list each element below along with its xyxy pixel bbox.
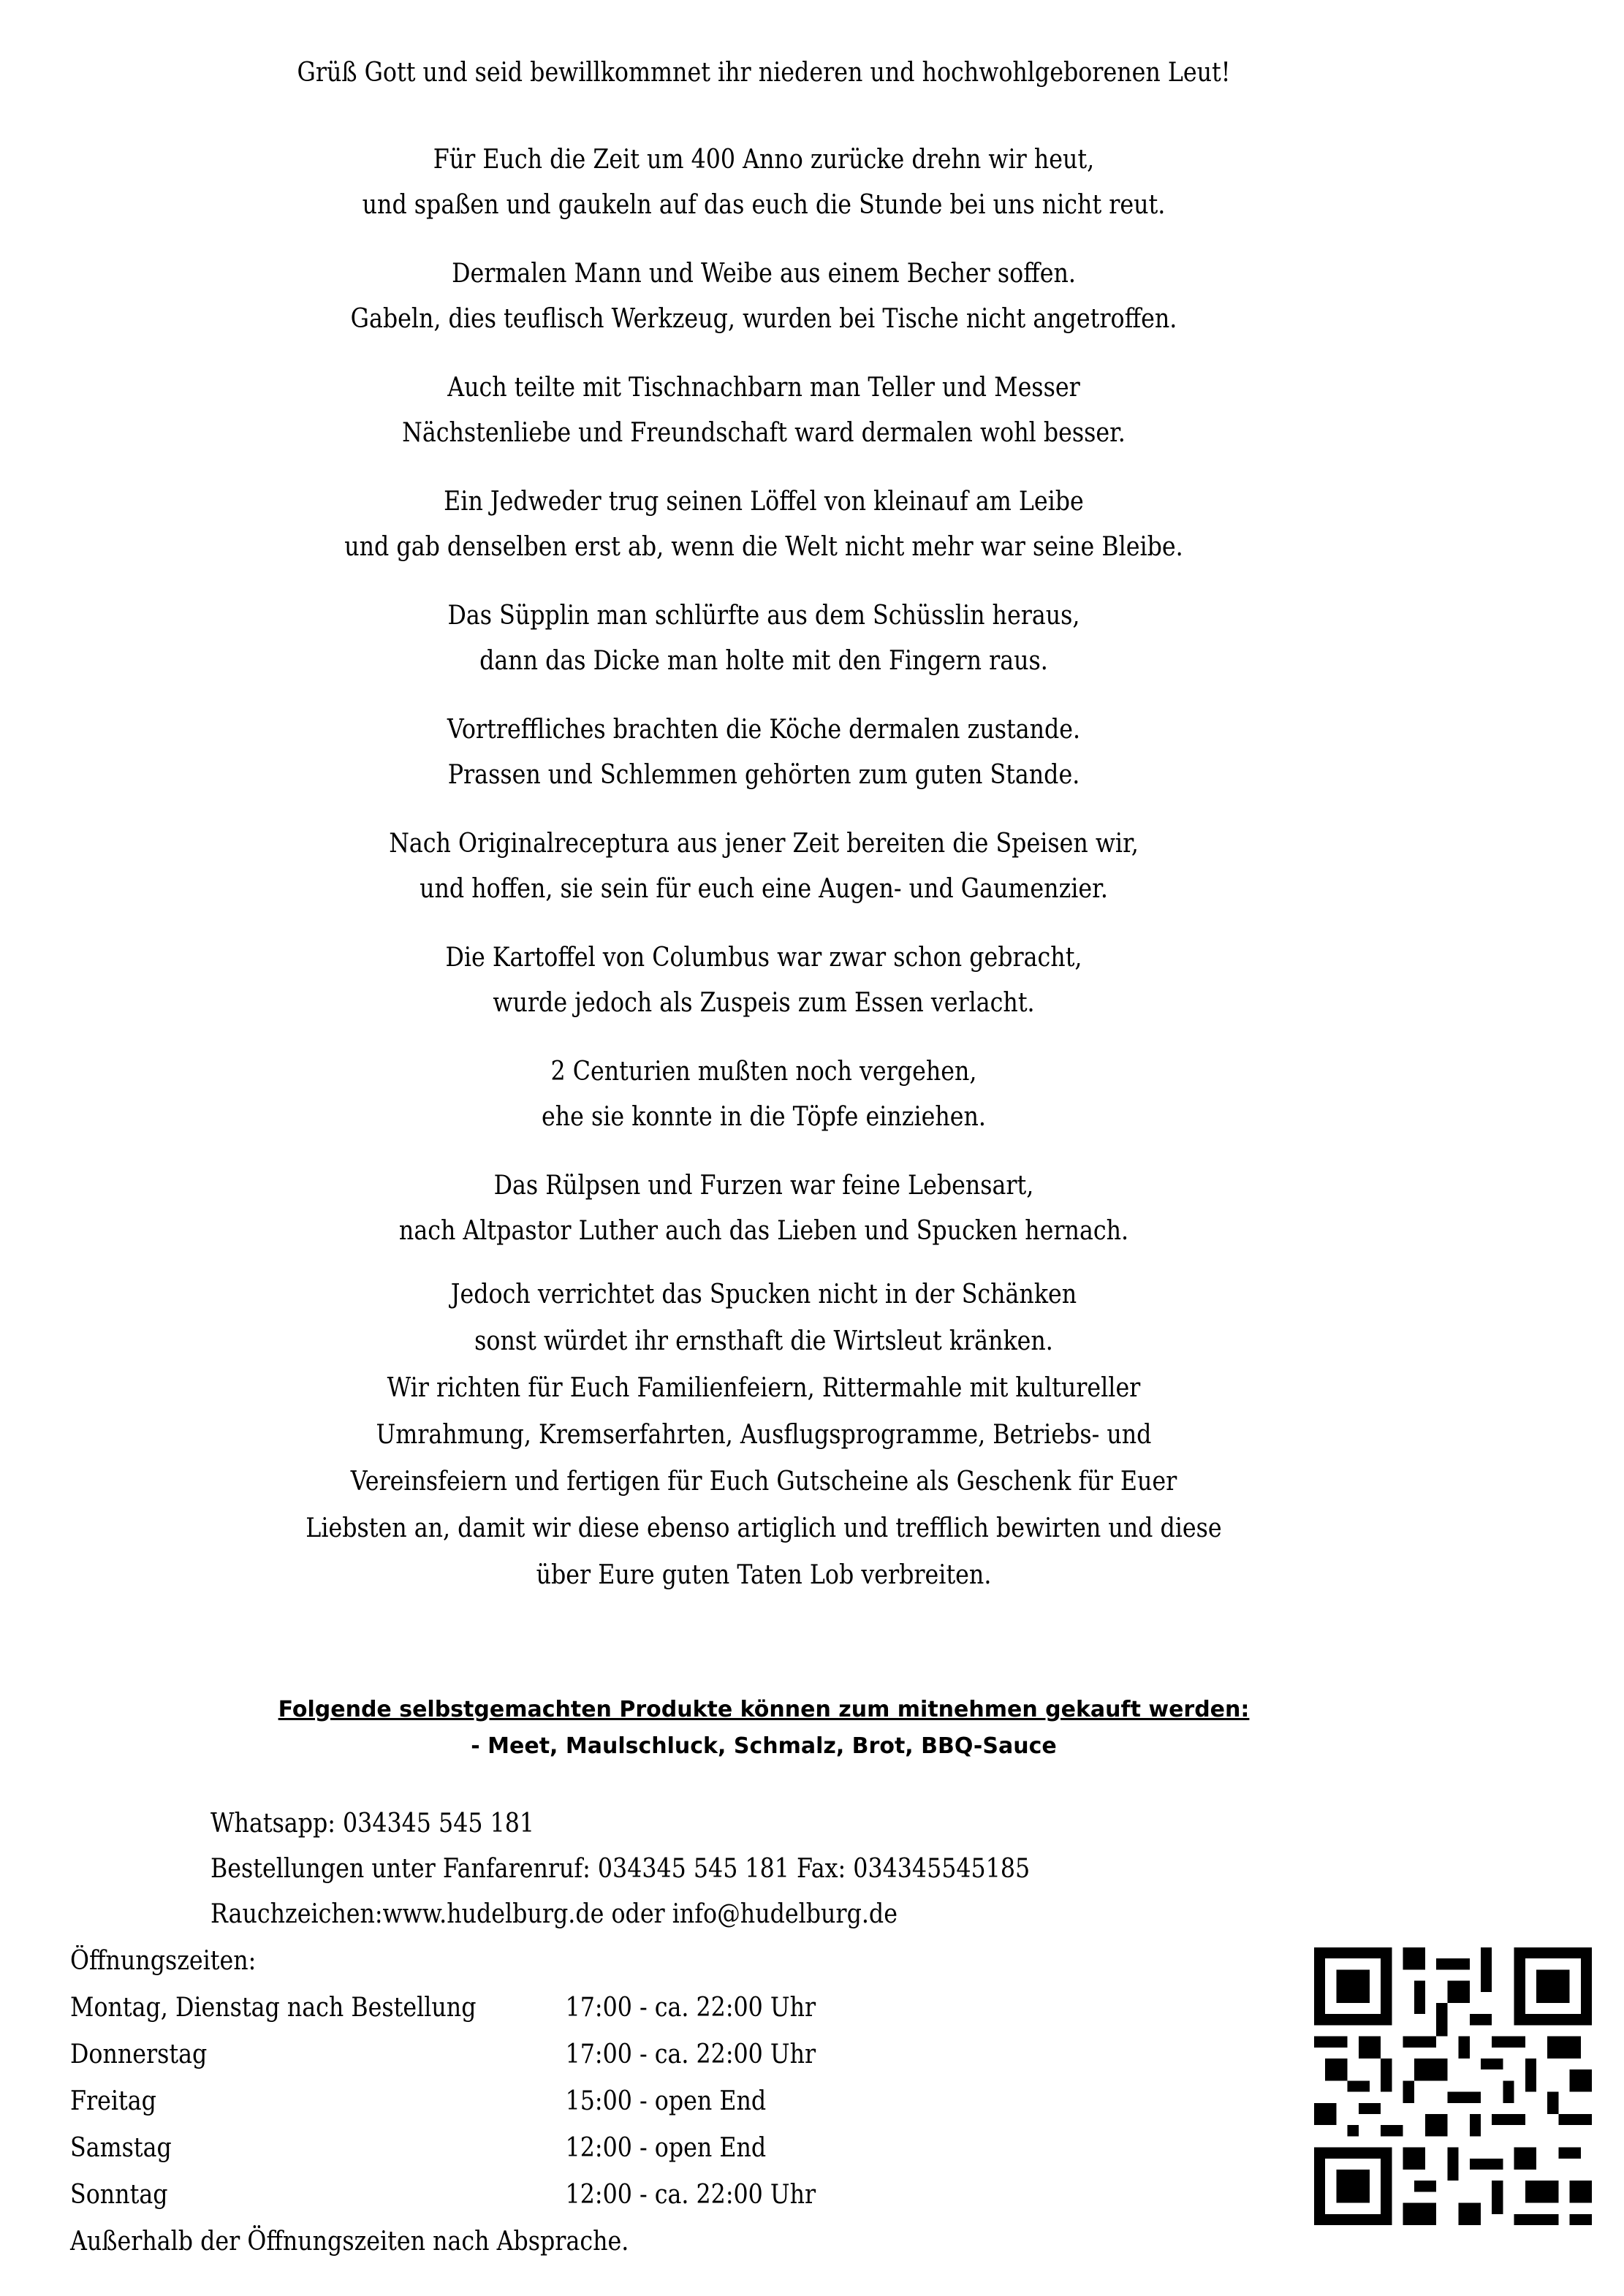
poem-line: Das Süpplin man schlürfte aus dem Schüsslin heraus, — [447, 601, 1080, 631]
hours-row — [70, 2172, 816, 2219]
stanza — [91, 251, 1435, 342]
hours-time: 15:00 - open End — [565, 2086, 767, 2116]
stanza — [91, 1049, 1435, 1140]
hours-day: Samstag — [70, 2133, 172, 2163]
poem-line: dann das Dicke man holte mit den Fingern raus. — [479, 646, 1048, 676]
web-line: Rauchzeichen:www.hudelburg.de oder info@hudelburg.de — [210, 1899, 898, 1929]
poem — [0, 137, 1528, 1599]
products-heading: Folgende selbstgemachten Produkte können zum mitnehmen gekauft werden: — [278, 1697, 1250, 1722]
hours-row — [70, 1985, 816, 2031]
products-list: - Meet, Maulschluck, Schmalz, Brot, BBQ-Sauce — [471, 1733, 1057, 1759]
hours-time: 12:00 - open End — [565, 2133, 767, 2163]
qr-code-icon[interactable] — [1314, 1947, 1592, 2225]
hours-row — [70, 2078, 816, 2125]
closing-line: Vereinsfeiern und fertigen für Euch Gutscheine als Geschenk für Euer — [350, 1467, 1177, 1497]
hours-time: 12:00 - ca. 22:00 Uhr — [565, 2180, 816, 2210]
poem-line: und hoffen, sie sein für euch eine Augen- und Gaumenzier. — [420, 874, 1108, 904]
poem-line: und gab denselben erst ab, wenn die Welt nicht mehr war seine Bleibe. — [344, 532, 1183, 562]
poem-line: nach Altpastor Luther auch das Lieben und Spucken hernach. — [398, 1216, 1129, 1246]
hours-time: 17:00 - ca. 22:00 Uhr — [565, 2040, 816, 2069]
closing-line: Jedoch verrichtet das Spucken nicht in der Schänken — [450, 1280, 1077, 1309]
closing-line: Umrahmung, Kremserfahrten, Ausflugsprogramme, Betriebs- und — [376, 1420, 1152, 1450]
hours-note: Außerhalb der Öffnungszeiten nach Absprache. — [70, 2227, 629, 2257]
poem-line: und spaßen und gaukeln auf das euch die Stunde bei uns nicht reut. — [362, 190, 1166, 220]
whatsapp-line: Whatsapp: 034345 545 181 — [210, 1809, 535, 1839]
poem-line: Nächstenliebe und Freundschaft ward dermalen wohl besser. — [402, 418, 1126, 448]
closing-paragraph — [91, 1271, 1435, 1599]
poem-line: wurde jedoch als Zuspeis zum Essen verlacht. — [493, 988, 1035, 1018]
contact-block — [210, 1801, 1030, 1937]
poem-line: Ein Jedweder trug seinen Löffel von kleinauf am Leibe — [444, 487, 1084, 517]
poem-line: Für Euch die Zeit um 400 Anno zurücke drehn wir heut, — [433, 145, 1095, 175]
closing-line: sonst würdet ihr ernsthaft die Wirtsleut kränken. — [474, 1326, 1053, 1356]
products-section — [0, 1692, 1528, 1765]
stanza — [91, 479, 1435, 570]
poem-line: Vortreffliches brachten die Köche dermalen zustande. — [447, 715, 1081, 745]
stanza — [91, 935, 1435, 1026]
poem-line: Das Rülpsen und Furzen war feine Lebensart, — [493, 1171, 1034, 1201]
hours-title: Öffnungszeiten: — [70, 1946, 257, 1976]
stanza — [91, 593, 1435, 684]
stanza — [91, 365, 1435, 456]
poem-line: ehe sie konnte in die Töpfe einziehen. — [542, 1102, 986, 1132]
poem-line: Gabeln, dies teuflisch Werkzeug, wurden bei Tische nicht angetroffen. — [350, 304, 1177, 334]
opening-hours — [70, 1938, 816, 2265]
poem-line: 2 Centurien mußten noch vergehen, — [550, 1057, 977, 1087]
stanza — [91, 1163, 1435, 1254]
poem-line: Die Kartoffel von Columbus war zwar schon gebracht, — [445, 943, 1082, 973]
poem-line: Dermalen Mann und Weibe aus einem Becher soffen. — [452, 259, 1076, 289]
orders-line: Bestellungen unter Fanfarenruf: 034345 545 181 Fax: 034345545185 — [210, 1854, 1031, 1884]
poem-line: Nach Originalreceptura aus jener Zeit bereiten die Speisen wir, — [389, 829, 1139, 859]
stanza — [91, 821, 1435, 912]
hours-time: 17:00 - ca. 22:00 Uhr — [565, 1993, 816, 2023]
stanza — [91, 707, 1435, 798]
hours-day: Montag, Dienstag nach Bestellung — [70, 1993, 477, 2023]
stanza — [91, 137, 1435, 228]
hours-day: Freitag — [70, 2086, 156, 2116]
closing-line: Liebsten an, damit wir diese ebenso artiglich und trefflich bewirten und diese — [306, 1513, 1222, 1543]
closing-line: Wir richten für Euch Familienfeiern, Rittermahle mit kultureller — [387, 1373, 1141, 1403]
hours-day: Donnerstag — [70, 2040, 208, 2069]
closing-line: über Eure guten Taten Lob verbreiten. — [536, 1560, 992, 1590]
poem-line: Prassen und Schlemmen gehörten zum guten Stande. — [447, 760, 1080, 790]
hours-day: Sonntag — [70, 2180, 168, 2210]
poem-line: Auch teilte mit Tischnachbarn man Teller und Messer — [447, 373, 1080, 403]
hours-row — [70, 2125, 816, 2172]
greeting: Grüß Gott und seid bewillkommnet ihr niederen und hochwohlgeborenen Leut! — [297, 58, 1231, 88]
hours-row — [70, 2031, 816, 2078]
